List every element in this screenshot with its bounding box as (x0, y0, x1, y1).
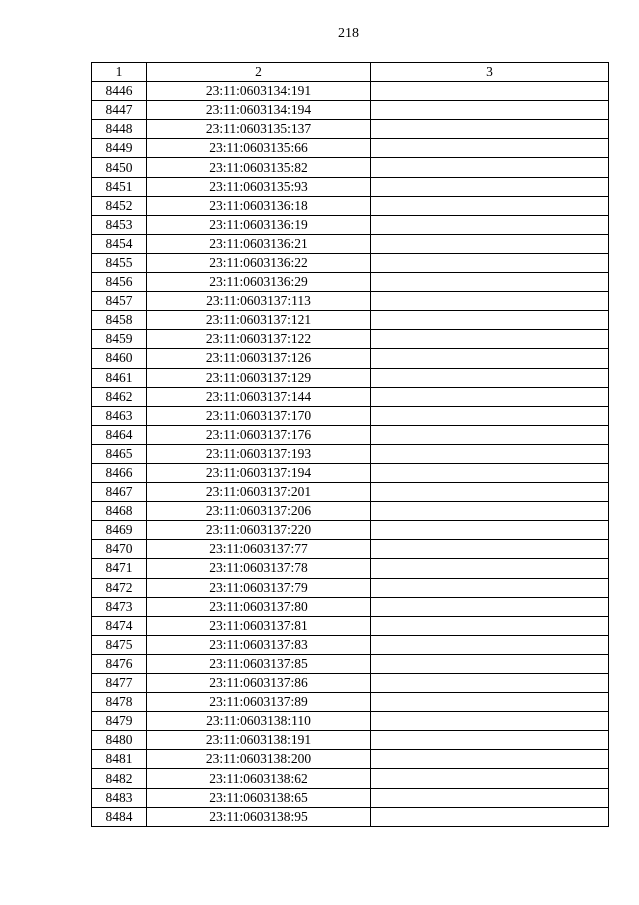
table-row (92, 139, 609, 158)
row-number-cell: 8460 (92, 349, 147, 368)
cadastral-number-cell: 23:11:0603136:19 (147, 215, 371, 234)
cadastral-number-cell: 23:11:0603137:194 (147, 463, 371, 482)
table-row (92, 82, 609, 101)
header-row (92, 63, 609, 82)
table-row (92, 101, 609, 120)
table-row (92, 349, 609, 368)
note-cell (371, 693, 609, 712)
note-cell (371, 425, 609, 444)
table-row (92, 540, 609, 559)
table-header (92, 63, 609, 82)
table-body (92, 82, 609, 827)
cadastral-number-cell: 23:11:0603137:121 (147, 311, 371, 330)
table-row (92, 616, 609, 635)
table-row (92, 559, 609, 578)
note-cell (371, 196, 609, 215)
note-cell (371, 750, 609, 769)
row-number-cell: 8456 (92, 273, 147, 292)
note-cell (371, 330, 609, 349)
row-number-cell: 8466 (92, 463, 147, 482)
cadastral-number-cell: 23:11:0603137:170 (147, 406, 371, 425)
cadastral-number-cell: 23:11:0603137:79 (147, 578, 371, 597)
note-cell (371, 654, 609, 673)
note-cell (371, 311, 609, 330)
row-number-cell: 8451 (92, 177, 147, 196)
column-header-1: 1 (92, 63, 147, 82)
row-number-cell: 8452 (92, 196, 147, 215)
cadastral-number-cell: 23:11:0603137:122 (147, 330, 371, 349)
cadastral-number-cell: 23:11:0603136:21 (147, 234, 371, 253)
note-cell (371, 215, 609, 234)
cadastral-number-cell: 23:11:0603137:81 (147, 616, 371, 635)
cadastral-number-cell: 23:11:0603137:176 (147, 425, 371, 444)
row-number-cell: 8471 (92, 559, 147, 578)
cadastral-number-cell: 23:11:0603135:66 (147, 139, 371, 158)
cadastral-number-cell: 23:11:0603137:144 (147, 387, 371, 406)
table-row (92, 731, 609, 750)
table-row (92, 654, 609, 673)
note-cell (371, 234, 609, 253)
table-row (92, 769, 609, 788)
table-row (92, 311, 609, 330)
note-cell (371, 483, 609, 502)
table-row (92, 292, 609, 311)
note-cell (371, 807, 609, 826)
row-number-cell: 8480 (92, 731, 147, 750)
note-cell (371, 674, 609, 693)
cadastral-number-cell: 23:11:0603137:78 (147, 559, 371, 578)
note-cell (371, 712, 609, 731)
row-number-cell: 8474 (92, 616, 147, 635)
table-row (92, 196, 609, 215)
cadastral-number-cell: 23:11:0603137:129 (147, 368, 371, 387)
cadastral-number-cell: 23:11:0603134:191 (147, 82, 371, 101)
cadastral-number-cell: 23:11:0603138:95 (147, 807, 371, 826)
table-row (92, 215, 609, 234)
note-cell (371, 292, 609, 311)
note-cell (371, 463, 609, 482)
note-cell (371, 253, 609, 272)
row-number-cell: 8462 (92, 387, 147, 406)
note-cell (371, 273, 609, 292)
row-number-cell: 8461 (92, 368, 147, 387)
note-cell (371, 387, 609, 406)
cadastral-number-cell: 23:11:0603135:82 (147, 158, 371, 177)
row-number-cell: 8481 (92, 750, 147, 769)
cadastral-number-cell: 23:11:0603135:137 (147, 120, 371, 139)
note-cell (371, 521, 609, 540)
column-header-2: 2 (147, 63, 371, 82)
table-row (92, 387, 609, 406)
note-cell (371, 158, 609, 177)
note-cell (371, 101, 609, 120)
cadastral-number-cell: 23:11:0603137:77 (147, 540, 371, 559)
cadastral-number-cell: 23:11:0603137:85 (147, 654, 371, 673)
note-cell (371, 82, 609, 101)
table-row (92, 273, 609, 292)
table-row (92, 807, 609, 826)
row-number-cell: 8468 (92, 502, 147, 521)
table-row (92, 578, 609, 597)
table-row (92, 597, 609, 616)
note-cell (371, 120, 609, 139)
row-number-cell: 8484 (92, 807, 147, 826)
row-number-cell: 8477 (92, 674, 147, 693)
cadastral-number-cell: 23:11:0603137:126 (147, 349, 371, 368)
row-number-cell: 8448 (92, 120, 147, 139)
table-row (92, 635, 609, 654)
cadastral-number-cell: 23:11:0603138:191 (147, 731, 371, 750)
cadastral-number-cell: 23:11:0603137:113 (147, 292, 371, 311)
cadastral-number-cell: 23:11:0603135:93 (147, 177, 371, 196)
table-row (92, 234, 609, 253)
row-number-cell: 8465 (92, 444, 147, 463)
note-cell (371, 559, 609, 578)
page-number: 218 (338, 26, 359, 41)
table-row (92, 253, 609, 272)
table-row (92, 788, 609, 807)
row-number-cell: 8479 (92, 712, 147, 731)
note-cell (371, 349, 609, 368)
note-cell (371, 406, 609, 425)
note-cell (371, 731, 609, 750)
note-cell (371, 177, 609, 196)
table-row (92, 750, 609, 769)
cadastral-number-cell: 23:11:0603136:29 (147, 273, 371, 292)
row-number-cell: 8469 (92, 521, 147, 540)
cadastral-number-cell: 23:11:0603138:62 (147, 769, 371, 788)
cadastral-number-cell: 23:11:0603136:18 (147, 196, 371, 215)
cadastral-number-cell: 23:11:0603137:83 (147, 635, 371, 654)
register-table (91, 62, 609, 827)
table-row (92, 368, 609, 387)
row-number-cell: 8470 (92, 540, 147, 559)
cadastral-number-cell: 23:11:0603137:89 (147, 693, 371, 712)
note-cell (371, 578, 609, 597)
note-cell (371, 616, 609, 635)
row-number-cell: 8459 (92, 330, 147, 349)
table-row (92, 120, 609, 139)
column-header-3: 3 (371, 63, 609, 82)
note-cell (371, 788, 609, 807)
row-number-cell: 8473 (92, 597, 147, 616)
row-number-cell: 8478 (92, 693, 147, 712)
table-row (92, 712, 609, 731)
cadastral-number-cell: 23:11:0603137:86 (147, 674, 371, 693)
row-number-cell: 8453 (92, 215, 147, 234)
table-row (92, 177, 609, 196)
cadastral-number-cell: 23:11:0603137:220 (147, 521, 371, 540)
cadastral-number-cell: 23:11:0603138:200 (147, 750, 371, 769)
row-number-cell: 8463 (92, 406, 147, 425)
table-row (92, 502, 609, 521)
table-row (92, 330, 609, 349)
note-cell (371, 635, 609, 654)
cadastral-number-cell: 23:11:0603137:206 (147, 502, 371, 521)
row-number-cell: 8475 (92, 635, 147, 654)
note-cell (371, 540, 609, 559)
note-cell (371, 597, 609, 616)
table-row (92, 463, 609, 482)
row-number-cell: 8483 (92, 788, 147, 807)
note-cell (371, 502, 609, 521)
row-number-cell: 8447 (92, 101, 147, 120)
row-number-cell: 8449 (92, 139, 147, 158)
cadastral-number-cell: 23:11:0603134:194 (147, 101, 371, 120)
cadastral-number-cell: 23:11:0603136:22 (147, 253, 371, 272)
note-cell (371, 368, 609, 387)
table-row (92, 406, 609, 425)
row-number-cell: 8476 (92, 654, 147, 673)
table-row (92, 444, 609, 463)
note-cell (371, 444, 609, 463)
row-number-cell: 8457 (92, 292, 147, 311)
row-number-cell: 8446 (92, 82, 147, 101)
note-cell (371, 139, 609, 158)
row-number-cell: 8464 (92, 425, 147, 444)
table-row (92, 158, 609, 177)
row-number-cell: 8454 (92, 234, 147, 253)
row-number-cell: 8458 (92, 311, 147, 330)
cadastral-number-cell: 23:11:0603138:65 (147, 788, 371, 807)
table-row (92, 693, 609, 712)
table-row (92, 674, 609, 693)
table-row (92, 483, 609, 502)
row-number-cell: 8472 (92, 578, 147, 597)
cadastral-number-cell: 23:11:0603138:110 (147, 712, 371, 731)
cadastral-number-cell: 23:11:0603137:201 (147, 483, 371, 502)
note-cell (371, 769, 609, 788)
row-number-cell: 8450 (92, 158, 147, 177)
table-row (92, 425, 609, 444)
cadastral-number-cell: 23:11:0603137:80 (147, 597, 371, 616)
row-number-cell: 8482 (92, 769, 147, 788)
row-number-cell: 8467 (92, 483, 147, 502)
row-number-cell: 8455 (92, 253, 147, 272)
table-row (92, 521, 609, 540)
cadastral-number-cell: 23:11:0603137:193 (147, 444, 371, 463)
